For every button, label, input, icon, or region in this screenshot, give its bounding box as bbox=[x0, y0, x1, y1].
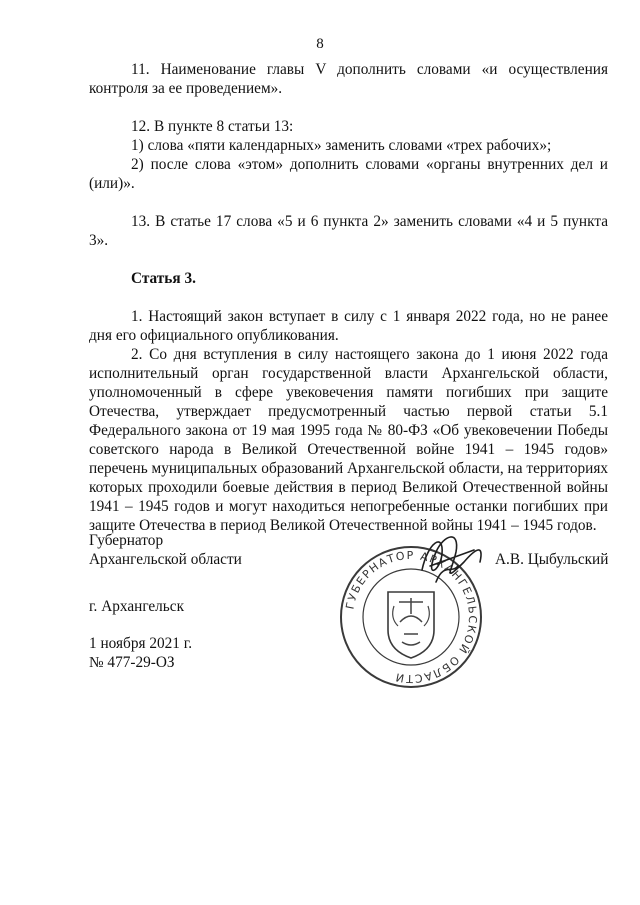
document-body bbox=[89, 60, 608, 535]
signatory-title-line-2: Архангельской области bbox=[89, 551, 242, 568]
date-and-number bbox=[89, 634, 192, 672]
page-number: 8 bbox=[316, 36, 324, 52]
article-3-heading: Статья 3. bbox=[131, 270, 196, 287]
seal-text: ГУБЕРНАТОР АРХАНГЕЛЬСКОЙ ОБЛАСТИ bbox=[343, 548, 480, 686]
paragraph-12-item-2: 2) после слова «этом» дополнить словами «органы внутренних дел и (или)». bbox=[89, 156, 608, 192]
signatory-title-line-1: Губернатор bbox=[89, 532, 164, 549]
article-3-part-1: 1. Настоящий закон вступает в силу с 1 января 2022 года, но не ранее дня его официального опубликования. bbox=[89, 308, 608, 344]
article-3-part-2: 2. Со дня вступления в силу настоящего закона до 1 июня 2022 года исполнительный орган государственной власти Архангельской области, уполномоченный в сфере увековечения памяти погибших при защите Отечества, утверждает предусмотренный частью первой статьи 5.1 Федерального закона от 19 мая 1995 года № 80-ФЗ «Об увековечении Победы советского народа в Великой Отечественной войне 1941 – 1945 годов» перечень муниципальных образований Архангельской области, на территориях которых проходили боевые действия в период Великой Отечественной войны 1941 – 1945 годов и могут находиться непогребенные останки погибших при защите Отечества в период Великой Отечественной войны 1941 – 1945 годов. bbox=[89, 346, 608, 534]
official-seal bbox=[324, 522, 499, 702]
paragraph-12-item-1: 1) слова «пяти календарных» заменить словами «трех рабочих»; bbox=[131, 137, 552, 154]
place-of-signing: г. Архангельск bbox=[89, 598, 185, 615]
paragraph-11: 11. Наименование главы V дополнить словами «и осуществления контроля за ее проведением». bbox=[89, 61, 608, 97]
signer-name: А.В. Цыбульский bbox=[495, 551, 609, 568]
law-number: № 477-29-ОЗ bbox=[89, 654, 175, 671]
signatory-title bbox=[89, 531, 242, 569]
seal-graphic bbox=[324, 522, 499, 702]
paragraph-13: 13. В статье 17 слова «5 и 6 пункта 2» заменить словами «4 и 5 пункта 3». bbox=[89, 213, 608, 249]
signing-date: 1 ноября 2021 г. bbox=[89, 635, 193, 652]
paragraph-12-intro: 12. В пункте 8 статьи 13: bbox=[131, 118, 294, 135]
